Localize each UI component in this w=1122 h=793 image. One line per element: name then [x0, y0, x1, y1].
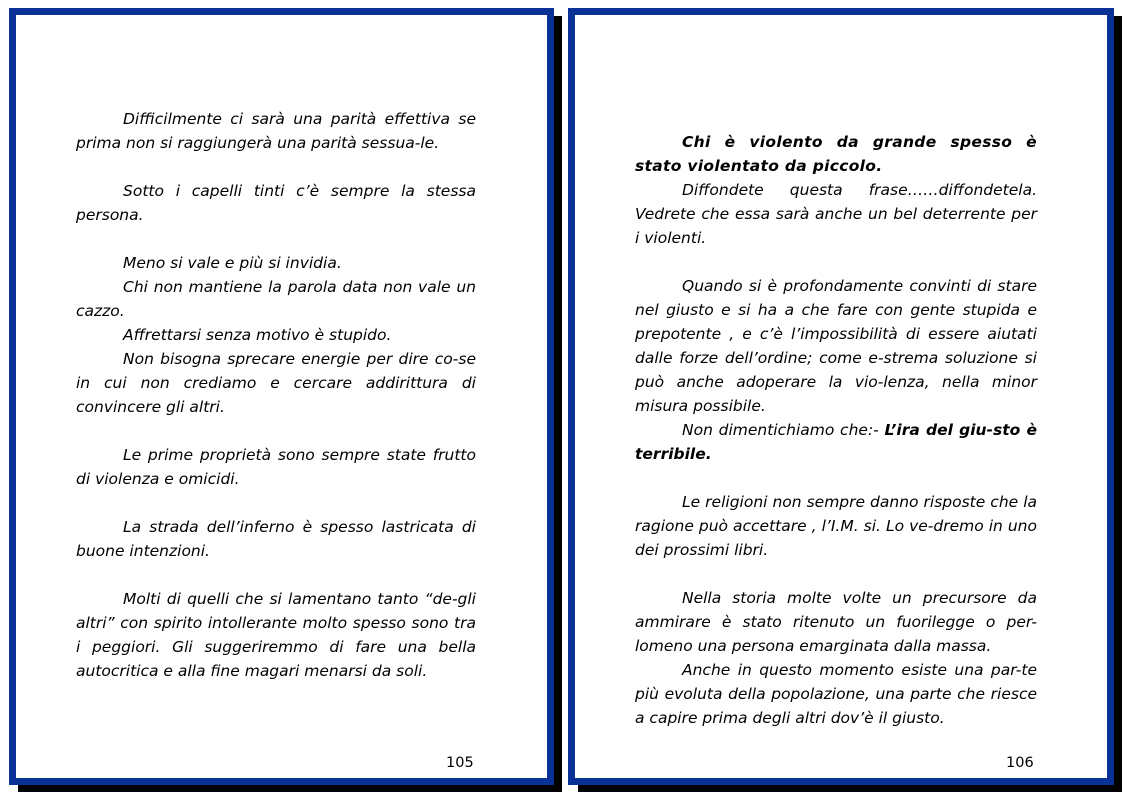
- paragraph: Quando si è profondamente convinti di stare nel giusto e si ha a che fare con gente stupida e prepotente , e c’è l’impossibilità di essere aiutati dalle forze dell’ordine; come e-strema soluzione si può anche adoperare la vio-lenza, nella minor misura possibile.: [635, 277, 1037, 415]
- left-page: [9, 8, 554, 785]
- paragraph: Le religioni non sempre danno risposte che la ragione può accettare , l’I.M. si. Lo ve-dremo in uno dei prossimi libri.: [635, 493, 1037, 559]
- paragraph: Le prime proprietà sono sempre state frutto di violenza e omicidi.: [76, 446, 476, 488]
- paragraph: Molti di quelli che si lamentano tanto “de-gli altri” con spirito intollerante molto spesso sono tra i peggiori. Gli suggeriremmo di fare una bella autocritica e alla fine magari menarsi da soli.: [76, 590, 476, 680]
- paragraph: Meno si vale e più si invidia.: [123, 254, 342, 272]
- paragraph-with-emphasis: [635, 418, 1037, 466]
- paragraph-lead: Non dimentichiamo che:-: [682, 421, 879, 439]
- paragraph: Anche in questo momento esiste una par-te più evoluta della popolazione, una parte che riesce a capire prima degli altri dov’è il giusto.: [635, 661, 1037, 727]
- paragraph: Non bisogna sprecare energie per dire co-se in cui non crediamo e cercare addirittura di convincere gli altri.: [76, 350, 476, 416]
- right-page: [568, 8, 1114, 785]
- bold-heading: Chi è violento da grande spesso è stato violentato da piccolo.: [635, 133, 1037, 175]
- left-page-text: [76, 107, 476, 683]
- paragraph: Nella storia molte volte un precursore da ammirare è stato ritenuto un fuorilegge o per-lomeno una persona emarginata dalla massa.: [635, 589, 1037, 655]
- emphasis-text: L’ira del giu-sto è terribile.: [635, 421, 1037, 463]
- paragraph: Sotto i capelli tinti c’è sempre la stessa persona.: [76, 182, 476, 224]
- page-number: 106: [1006, 755, 1034, 771]
- paragraph: La strada dell’inferno è spesso lastricata di buone intenzioni.: [76, 518, 476, 560]
- right-page-text: [635, 130, 1037, 730]
- page-number: 105: [446, 755, 474, 771]
- paragraph: Affrettarsi senza motivo è stupido.: [123, 326, 392, 344]
- paragraph: Difficilmente ci sarà una parità effettiva se prima non si raggiungerà una parità sessua-le.: [76, 110, 476, 152]
- paragraph: Chi non mantiene la parola data non vale un cazzo.: [76, 278, 476, 320]
- paragraph: Diffondete questa frase……diffondetela. Vedrete che essa sarà anche un bel deterrente per i violenti.: [635, 181, 1037, 247]
